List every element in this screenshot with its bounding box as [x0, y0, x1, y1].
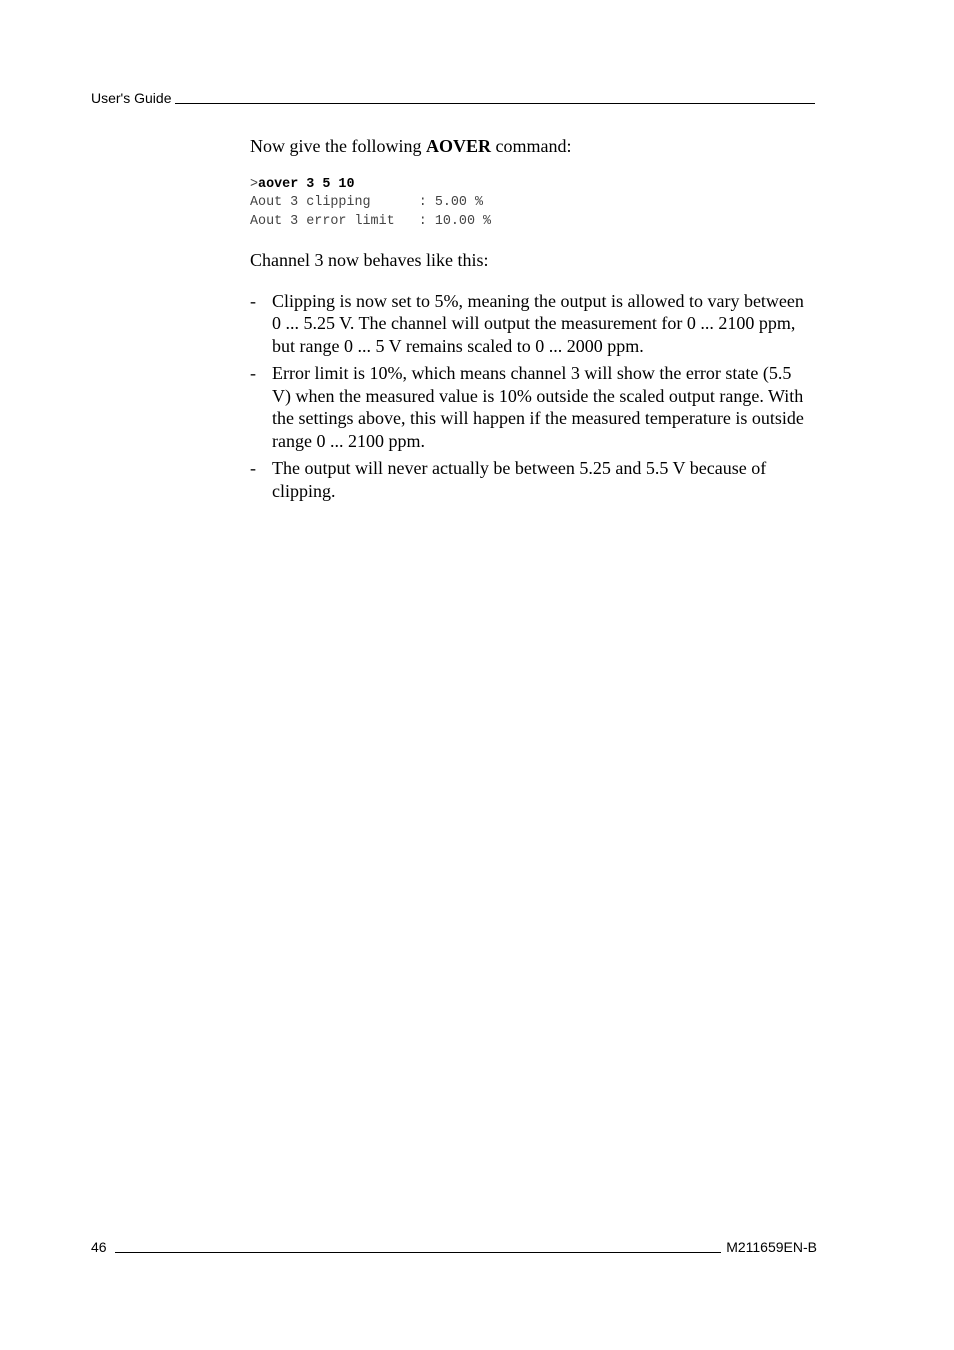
code-output-line-2: Aout 3 error limit : 10.00 % — [250, 213, 492, 229]
page-header — [91, 90, 815, 107]
bullet-dash: - — [250, 363, 256, 383]
bullet-dash: - — [250, 290, 256, 311]
main-content — [250, 135, 810, 507]
list-item-text: The output will never actually be between 5.25 and 5.5 V because of clipping. — [272, 458, 767, 501]
intro-paragraph — [250, 135, 810, 158]
header-title: User's Guide — [91, 90, 172, 106]
page-footer — [91, 1239, 817, 1256]
list-item-text: Error limit is 10%, which means channel 3 will show the error state (5.5 V) when the measured value is 10% outside the scaled output range. With the settings above, this will happen if the measured temperature is outside range 0 ... 2100 ppm. — [272, 363, 804, 451]
intro-text-after: command: — [491, 136, 572, 156]
behaves-paragraph: Channel 3 now behaves like this: — [250, 250, 489, 270]
list-item — [250, 290, 810, 358]
footer-rule — [115, 1252, 722, 1253]
code-command: aover 3 5 10 — [258, 176, 355, 192]
list-item-text: Clipping is now set to 5%, meaning the output is allowed to vary between 0 ... 5.25 V. The channel will output the measurement for 0 ... 2100 ppm, but range 0 ... 5 V remains scaled to 0 ... 2000 ppm. — [272, 290, 804, 356]
bullet-list — [250, 290, 810, 503]
list-item — [250, 457, 810, 502]
intro-command-name: AOVER — [425, 136, 491, 156]
document-code: M211659EN-B — [726, 1239, 817, 1255]
list-item — [250, 362, 810, 452]
bullet-dash: - — [250, 458, 256, 478]
code-block — [250, 176, 810, 232]
page-number: 46 — [91, 1239, 107, 1255]
intro-text-before: Now give the following — [250, 136, 426, 156]
header-rule — [175, 103, 815, 104]
code-prompt: > — [250, 176, 259, 192]
code-output-line-1: Aout 3 clipping : 5.00 % — [250, 195, 484, 210]
